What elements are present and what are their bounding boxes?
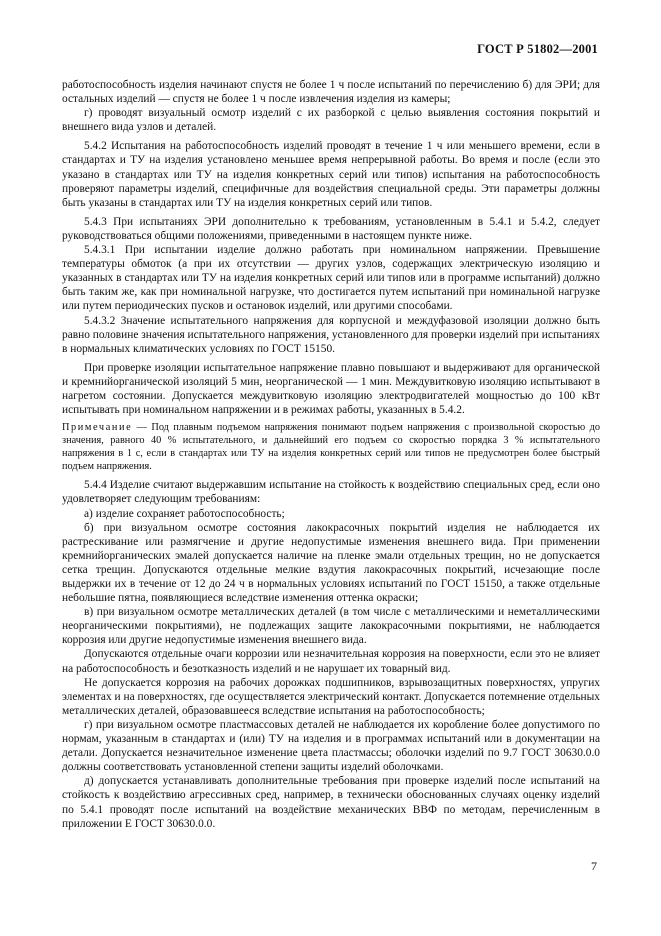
document-code-header: ГОСТ Р 51802—2001 xyxy=(477,42,598,56)
list-item: д) допускается устанавливать дополнительные требования при проверке изделий после испытаний на стойкость к воздействию агрессивных сред, например, в технически обоснованных случаях оценку изделий по 5.4.1 проводят после испытаний на воздействие механических ВВФ по методам, перечисленным в приложении Е ГОСТ 30630.0.0. xyxy=(62,775,600,830)
paragraph: Допускаются отдельные очаги коррозии или незначительная коррозия на поверхности, если это не влияет на работоспособность и безотказность изделий и не нарушает их товарный вид. xyxy=(62,648,600,675)
note-text: — Под плавным подъемом напряжения понимают подъем напряжения с произвольной скоростью до значения, равного 40 % испытательного, и дальнейший его подъем со скоростью порядка 3 % испытательного напряжения в 1 с, если в стандартах или ТУ на изделия конкретных серий или типов не предусмотрен более быстрый подъем напряжения. xyxy=(62,422,600,472)
note-label: Примечание xyxy=(62,422,133,434)
page-number: 7 xyxy=(591,859,597,873)
paragraph: 5.4.3.2 Значение испытательного напряжения для корпусной и междуфазовой изоляции должно быть равно половине значения испытательного напряжения, установленного для проверки изделий при испытаниях в нормальных климатических условиях по ГОСТ 15150. xyxy=(62,314,600,355)
paragraph: 5.4.2 Испытания на работоспособность изделий проводят в течение 1 ч или меньшего времени, если в стандартах и ТУ на изделия установлено меньшее время непрерывной работы. Во время и после (если это указано в стандартах или ТУ на изделия конкретных серий или типов) испытания на работоспособность проверяют параметры изделий, специфичные для воздействия специальной среды. Эти параметры должны быть указаны в стандартах или ТУ на изделия конкретных серий или типов. xyxy=(62,140,600,209)
list-item: г) при визуальном осмотре пластмассовых деталей не наблюдается их коробление более допустимого по нормам, указанным в стандартах и (или) ТУ на изделия и в программах испытаний или в документации на детали. Допускается незначительное изменение цвета пластмассы; оболочки изделий по 9.7 ГОСТ 30630.0.0 должны соответствовать установленной степени защиты изделий оболочками. xyxy=(62,718,600,774)
document-body xyxy=(62,78,600,831)
list-item: а) изделие сохраняет работоспособность; xyxy=(84,507,285,520)
paragraph: 5.4.3 При испытаниях ЭРИ дополнительно к требованиям, установленным в 5.4.1 и 5.4.2, следует руководствоваться общими положениями, приведенными в настоящем пункте ниже. xyxy=(62,215,600,242)
paragraph: Не допускается коррозия на рабочих дорожках подшипников, взрывозащитных поверхностях, упругих элементах и на поверхностях, где осуществляется электрический контакт. Допускается потемнение отдельных металлических деталей, образовавшееся вследствие испытания на работоспособность; xyxy=(62,676,600,717)
paragraph: работоспособность изделия начинают спустя не более 1 ч после испытаний по перечислению б) для ЭРИ; для остальных изделий — спустя не более 1 ч после извлечения изделия из камеры; xyxy=(62,79,600,106)
list-item: б) при визуальном осмотре состояния лакокрасочных покрытий изделия не наблюдается их растрескивание или размягчение и другие недопустимые изменения внешнего вида. При применении кремнийорганических эмалей допускается наличие на пленке эмали отдельных трещин, но не допускается сетка трещин. Допускаются отдельные мелкие вздутия лакокрасочных покрытий, исчезающие после выдержки их в течение от 12 до 24 ч в нормальных условиях испытаний по ГОСТ 15150, а также отдельные небольшие пятна, появляющиеся вследствие изменения оттенка окраски; xyxy=(62,521,600,605)
paragraph: 5.4.3.1 При испытании изделие должно работать при номинальном напряжении. Превышение температуры обмоток (а при их отсутствии — других узлов, содержащих электрическую изоляцию и указанных в стандартах или ТУ на изделия конкретных серий или типов или в программе испытаний) должно быть таким же, как при номинальной нагрузке, что достигается путем испытаний при номинальной нагрузке или путем периодических пусков и остановок изделий, или другими способами. xyxy=(62,244,600,313)
paragraph: г) проводят визуальный осмотр изделий с их разборкой с целью выявления состояния покрытий и внешнего вида узлов и деталей. xyxy=(62,107,600,134)
paragraph: При проверке изоляции испытательное напряжение плавно повышают и выдерживают для органической и кремнийорганической изоляций 5 мин, неорганической — 1 мин. Междувитковую изоляцию испытывают в нагретом состоянии. Допускается междувитковую изоляцию электродвигателей мощностью до 100 кВт испытывать при номинальном напряжении и в режимах работы, указанных в 5.4.2. xyxy=(62,361,600,417)
paragraph: 5.4.4 Изделие считают выдержавшим испытание на стойкость к воздействию специальных сред, если оно удовлетворяет следующим требованиям: xyxy=(62,479,600,506)
note xyxy=(62,422,600,473)
list-item: в) при визуальном осмотре металлических деталей (в том числе с металлическими и неметаллическими неорганическими покрытиями), не подлежащих защите лакокрасочными покрытиями, не наблюдается коррозия или другие недопустимые изменения внешнего вида. xyxy=(62,606,600,647)
